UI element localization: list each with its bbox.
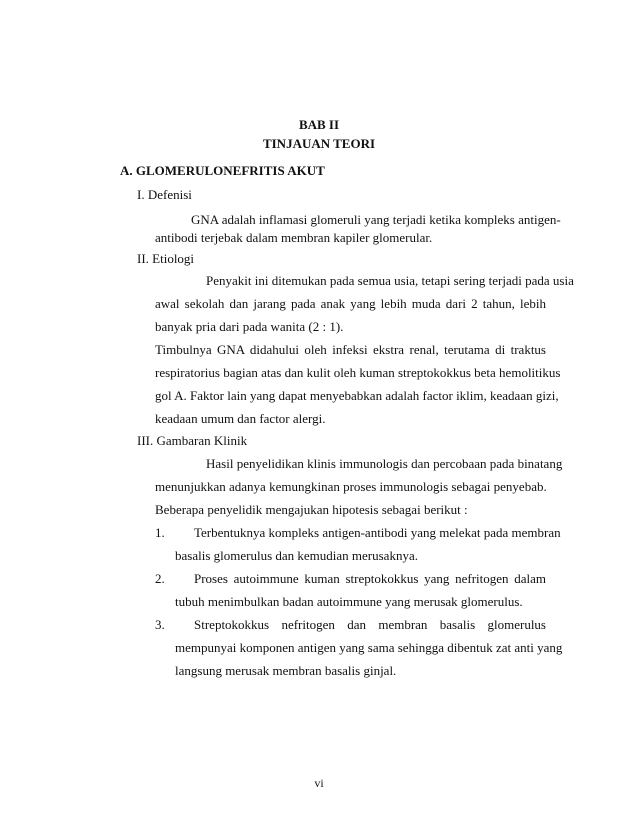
etiologi-line-5: respiratorius bagian atas dan kulit oleh kuman streptokokkus beta hemolitikus [155, 365, 561, 380]
list-item-number: 1. [155, 525, 165, 540]
etiologi-line-3: banyak pria dari pada wanita (2 : 1). [155, 319, 344, 334]
gambaran-line-1: Hasil penyelidikan klinis immunologis dan percobaan pada binatang [206, 456, 563, 471]
subsection-heading-gambaran: III. Gambaran Klinik [137, 433, 248, 448]
definisi-line-2: antibodi terjebak dalam membran kapiler glomerular. [155, 230, 433, 245]
list-item-text: Proses autoimmune kuman streptokokkus yang nefritogen dalam [194, 571, 546, 586]
etiologi-line-1: Penyakit ini ditemukan pada semua usia, tetapi sering terjadi pada usia [206, 273, 574, 288]
chapter-number: BAB II [298, 117, 340, 132]
subsection-heading-etiologi: II. Etiologi [137, 251, 195, 266]
list-item-number: 3. [155, 617, 165, 632]
list-item-text: Terbentuknya kompleks antigen-antibodi yang melekat pada membran [194, 525, 561, 540]
gambaran-line-2: menunjukkan adanya kemungkinan proses immunologis sebagai penyebab. [155, 479, 547, 494]
list-item-text: langsung merusak membran basalis ginjal. [175, 663, 397, 678]
list-item-text: Streptokokkus nefritogen dan membran basalis glomerulus [194, 617, 546, 632]
list-item-number: 2. [155, 571, 165, 586]
subsection-heading-definisi: I. Defenisi [137, 187, 192, 202]
chapter-title: TINJAUAN TEORI [262, 136, 376, 151]
etiologi-line-2: awal sekolah dan jarang pada anak yang lebih muda dari 2 tahun, lebih [155, 296, 546, 311]
page-number: vi [314, 776, 324, 790]
section-heading: A. GLOMERULONEFRITIS AKUT [120, 163, 325, 178]
list-item-text: basalis glomerulus dan kemudian merusaknya. [175, 548, 418, 563]
list-item-text: tubuh menimbulkan badan autoimmune yang merusak glomerulus. [175, 594, 523, 609]
gambaran-line-3: Beberapa penyelidik mengajukan hipotesis sebagai berikut : [155, 502, 468, 517]
list-item-text: mempunyai komponen antigen yang sama sehingga dibentuk zat anti yang [175, 640, 563, 655]
etiologi-line-4: Timbulnya GNA didahului oleh infeksi ekstra renal, terutama di traktus [155, 342, 546, 357]
etiologi-line-6: gol A. Faktor lain yang dapat menyebabkan adalah factor iklim, keadaan gizi, [155, 388, 559, 403]
etiologi-line-7: keadaan umum dan factor alergi. [155, 411, 326, 426]
definisi-line-1: GNA adalah inflamasi glomeruli yang terjadi ketika kompleks antigen- [191, 212, 561, 227]
